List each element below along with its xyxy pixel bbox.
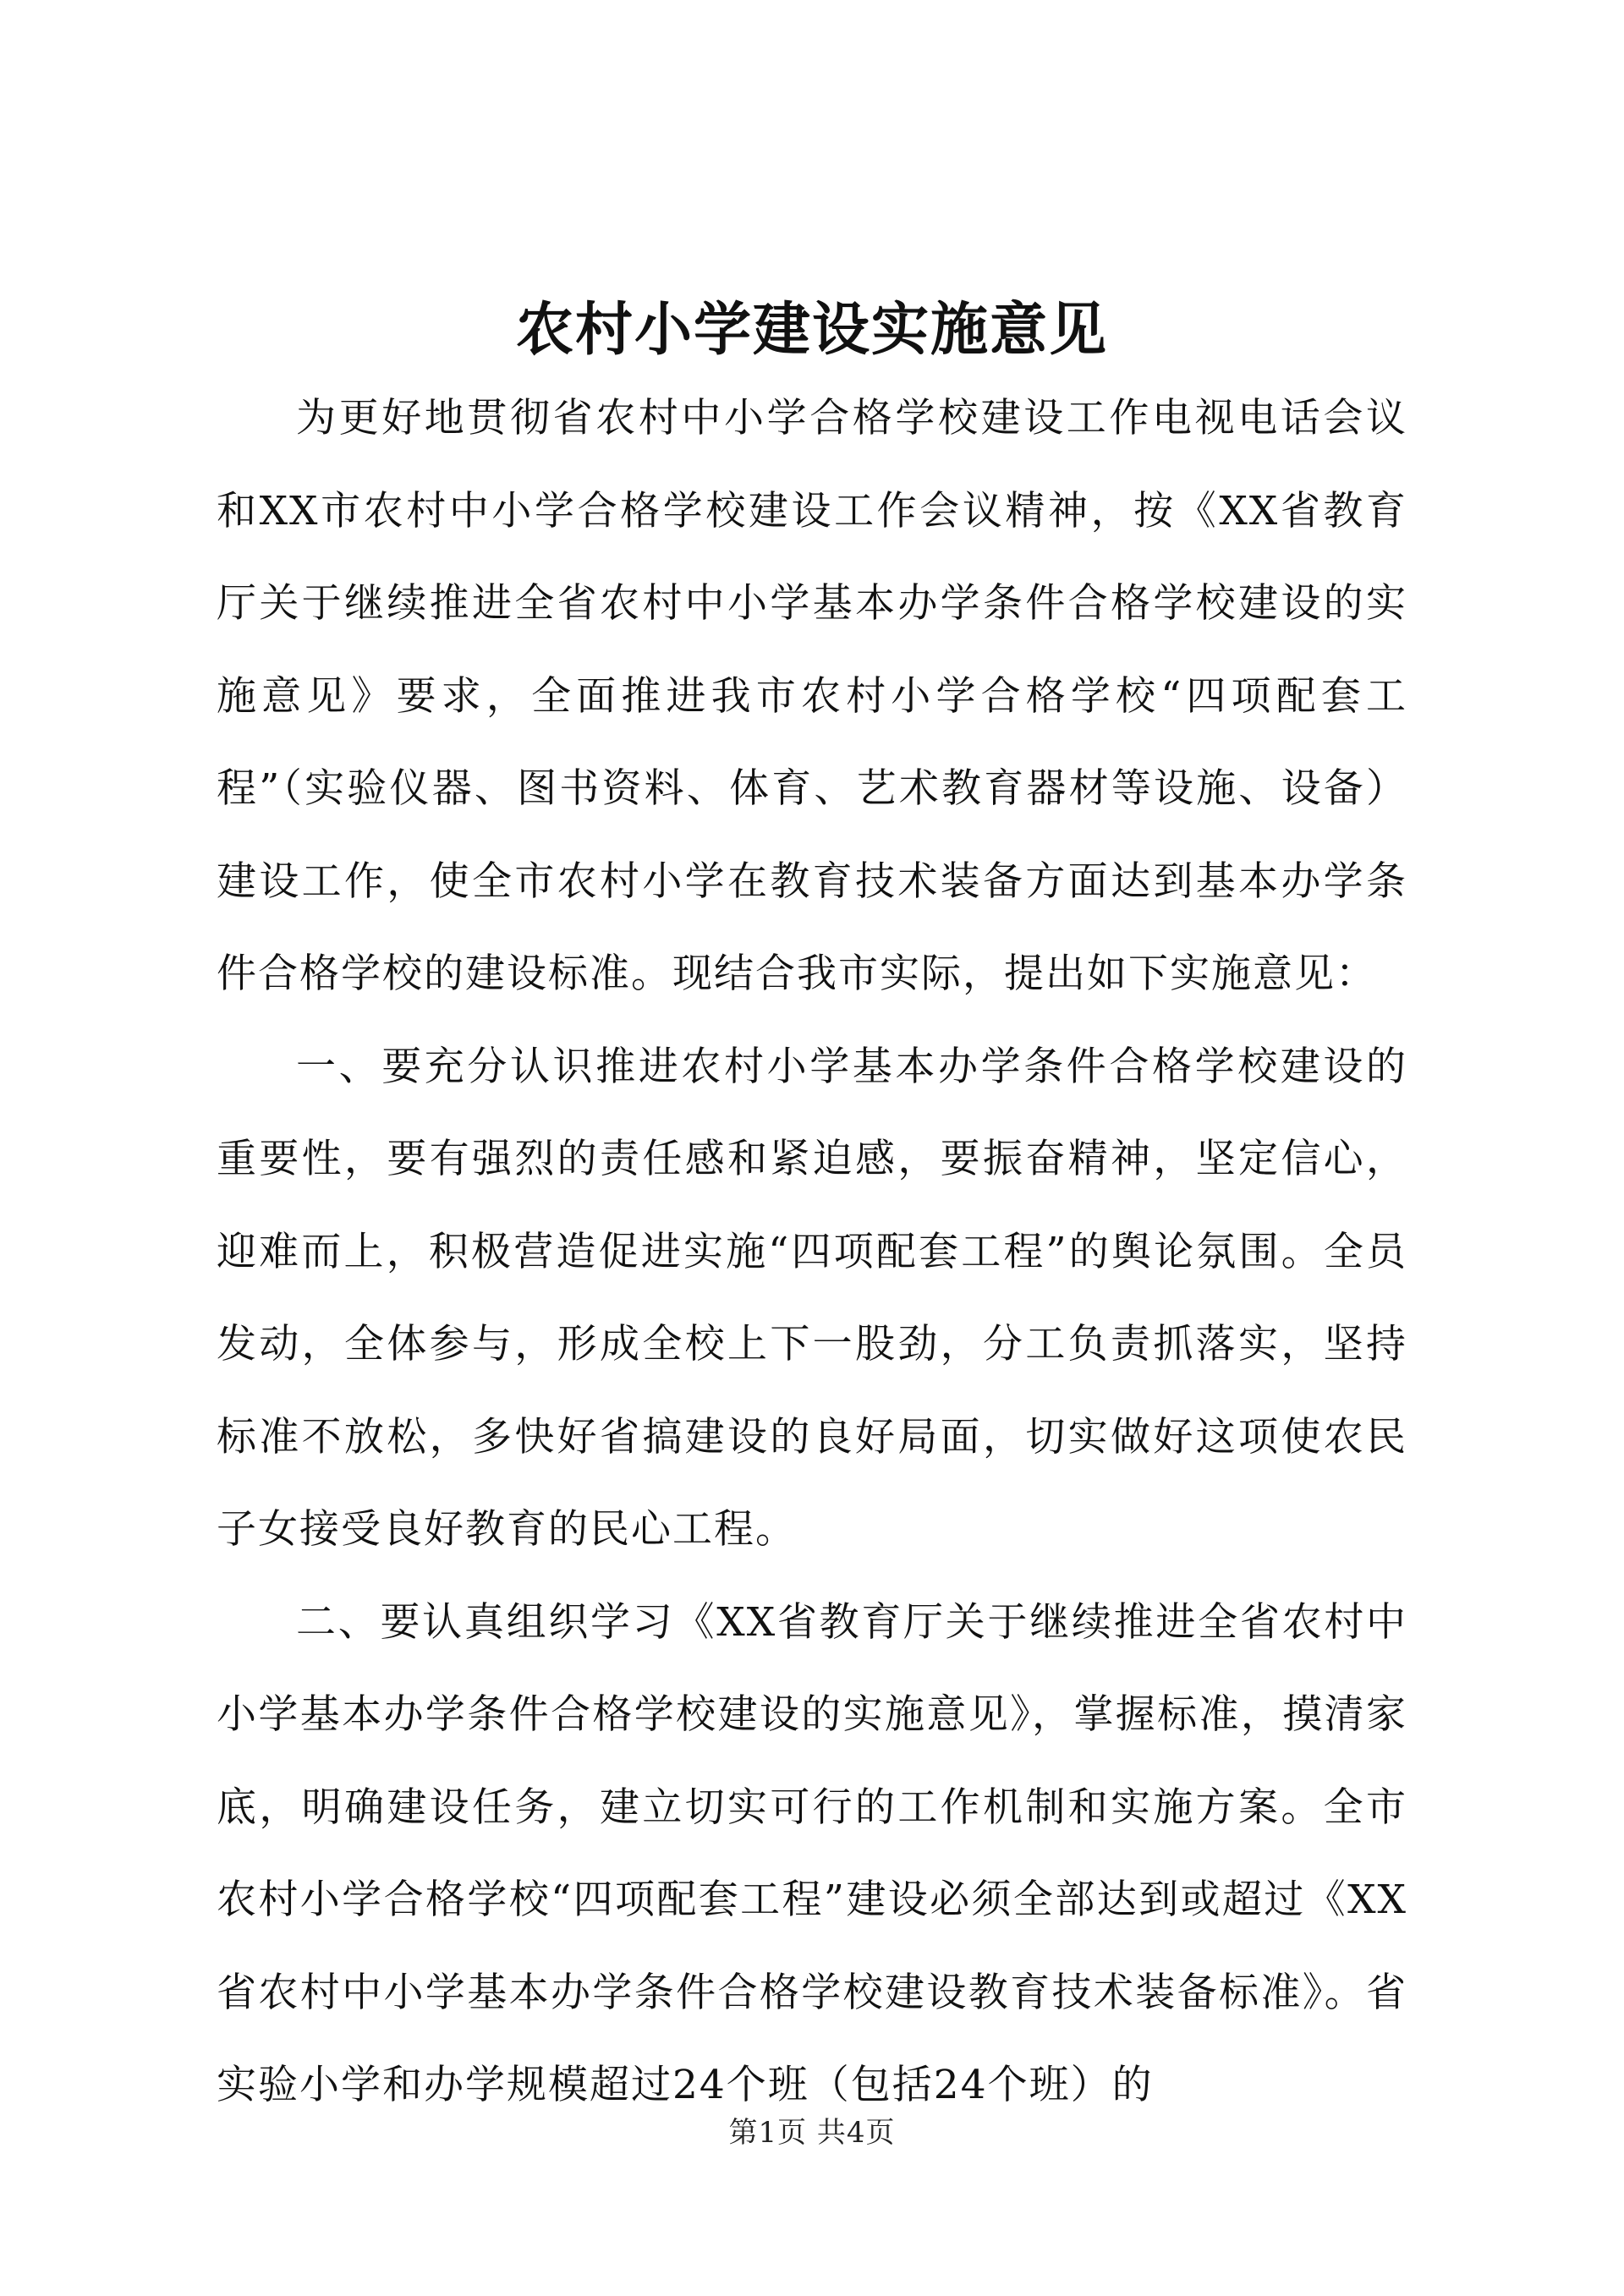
paragraph-section-one: 一、要充分认识推进农村小学基本办学条件合格学校建设的重要性，要有强烈的责任感和紧迫感，要振奋精神，坚定信心，迎难而上，积极营造促进实施“四项配套工程”的舆论氛围。全员发动，全体参与，形成全校上下一股劲，分工负责抓落实，坚持标准不放松，多快好省搞建设的良好局面，切实做好这项使农民子女接受良好教育的民心工程。 bbox=[217, 1043, 1407, 1553]
paragraph-intro: 为更好地贯彻省农村中小学合格学校建设工作电视电话会议和XX市农村中小学合格学校建设工作会议精神，按《XX省教育厅关于继续推进全省农村中小学基本办学条件合格学校建设的实施意见》要求，全面推进我市农村小学合格学校“四项配套工程”（实验仪器、图书资料、体育、艺术教育器材等设施、设备）建设工作，使全市农村小学在教育技术装备方面达到基本办学条件合格学校的建设标准。现结合我市实际，提出如下实施意见： bbox=[217, 395, 1407, 997]
document-body bbox=[217, 372, 1407, 2132]
document-title: 农村小学建设实施意见 bbox=[515, 296, 1108, 364]
page-number-footer: 第1页 共4页 bbox=[728, 2116, 896, 2150]
paragraph-section-two: 二、要认真组织学习《XX省教育厅关于继续推进全省农村中小学基本办学条件合格学校建设的实施意见》，掌握标准，摸清家底，明确建设任务，建立切实可行的工作机制和实施方案。全市农村小学合格学校“四项配套工程”建设必须全部达到或超过《XX省农村中小学基本办学条件合格学校建设教育技术装备标准》。省实验小学和办学规模超过24个班（包括24个班）的 bbox=[217, 1598, 1407, 2108]
